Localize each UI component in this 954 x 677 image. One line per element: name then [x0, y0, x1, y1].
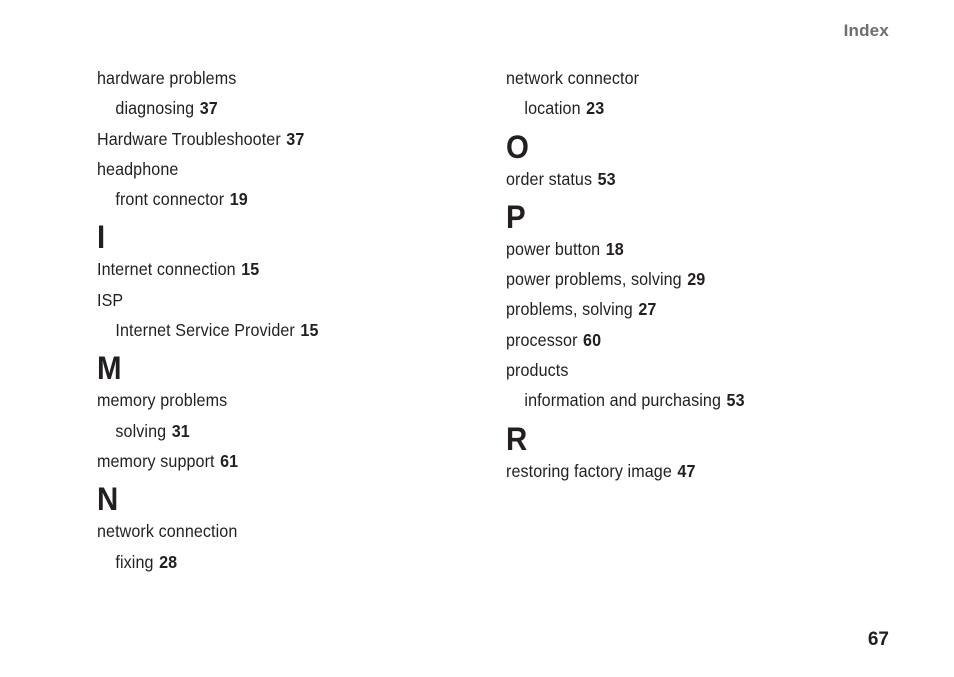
index-page-ref: 28 — [159, 551, 178, 572]
index-entry — [506, 267, 874, 297]
index-page-ref: 15 — [241, 259, 260, 280]
index-entry — [506, 297, 874, 327]
index-term: front connector — [115, 189, 225, 210]
index-entry — [506, 237, 874, 267]
index-page-ref: 29 — [687, 269, 706, 290]
index-term: power problems, solving — [506, 269, 682, 290]
index-page-ref: 23 — [586, 98, 605, 119]
index-entry — [506, 459, 874, 489]
index-page-ref: 37 — [199, 98, 218, 119]
index-entry — [97, 288, 465, 318]
index-subentry — [97, 187, 465, 217]
index-letter-heading: I — [97, 219, 106, 256]
index-term: problems, solving — [506, 299, 633, 320]
index-page-ref: 31 — [171, 420, 190, 441]
index-entry — [506, 66, 874, 96]
index-term: memory problems — [97, 390, 228, 411]
index-term: Internet connection — [97, 259, 236, 280]
index-subentry — [97, 96, 465, 126]
index-term: ISP — [97, 289, 124, 310]
index-letter-heading: O — [506, 128, 529, 165]
index-subentry — [97, 419, 465, 449]
index-entry — [97, 127, 465, 157]
index-letter-heading: R — [506, 420, 528, 457]
index-term: products — [506, 360, 569, 381]
index-term: headphone — [97, 158, 179, 179]
index-term: diagnosing — [115, 98, 195, 119]
index-subentry — [506, 388, 874, 418]
index-entry — [506, 358, 874, 388]
index-page-ref: 27 — [638, 299, 657, 320]
index-entry — [97, 257, 465, 287]
index-column-left — [97, 66, 497, 580]
index-entry — [97, 66, 465, 96]
index-term: location — [524, 98, 581, 119]
index-page-ref: 19 — [229, 189, 248, 210]
index-entry — [506, 328, 874, 358]
index-entry — [97, 449, 465, 479]
index-page-ref: 61 — [220, 450, 239, 471]
index-page-ref: 47 — [677, 460, 696, 481]
index-column-right — [506, 66, 906, 489]
running-header-title: Index — [843, 21, 889, 40]
index-term: information and purchasing — [524, 390, 722, 411]
index-term: order status — [506, 168, 593, 189]
index-page-ref: 18 — [605, 238, 624, 259]
index-letter-heading: M — [97, 350, 122, 387]
index-page-ref: 15 — [300, 320, 319, 341]
index-subentry — [506, 96, 874, 126]
index-term: memory support — [97, 450, 215, 471]
index-entry — [506, 167, 874, 197]
index-term: network connector — [506, 68, 640, 88]
index-term: Hardware Troubleshooter — [97, 128, 281, 149]
index-term: power button — [506, 238, 601, 259]
index-page-ref: 53 — [726, 390, 745, 411]
index-letter-heading: P — [506, 198, 526, 235]
index-term: Internet Service Provider — [115, 320, 295, 341]
index-page-ref: 53 — [597, 168, 616, 189]
index-term: processor — [506, 329, 578, 350]
index-term: fixing — [115, 551, 154, 572]
index-page-ref: 60 — [583, 329, 602, 350]
index-term: hardware problems — [97, 68, 237, 88]
index-letter-heading: N — [97, 481, 119, 518]
index-subentry — [97, 550, 465, 580]
index-entry — [97, 388, 465, 418]
index-entry — [97, 519, 465, 549]
index-entry — [97, 157, 465, 187]
index-term: solving — [115, 420, 167, 441]
index-page-ref: 37 — [286, 128, 305, 149]
index-term: restoring factory image — [506, 460, 672, 481]
index-subentry — [97, 318, 465, 348]
page-number: 67 — [867, 629, 889, 650]
index-term: network connection — [97, 521, 238, 542]
